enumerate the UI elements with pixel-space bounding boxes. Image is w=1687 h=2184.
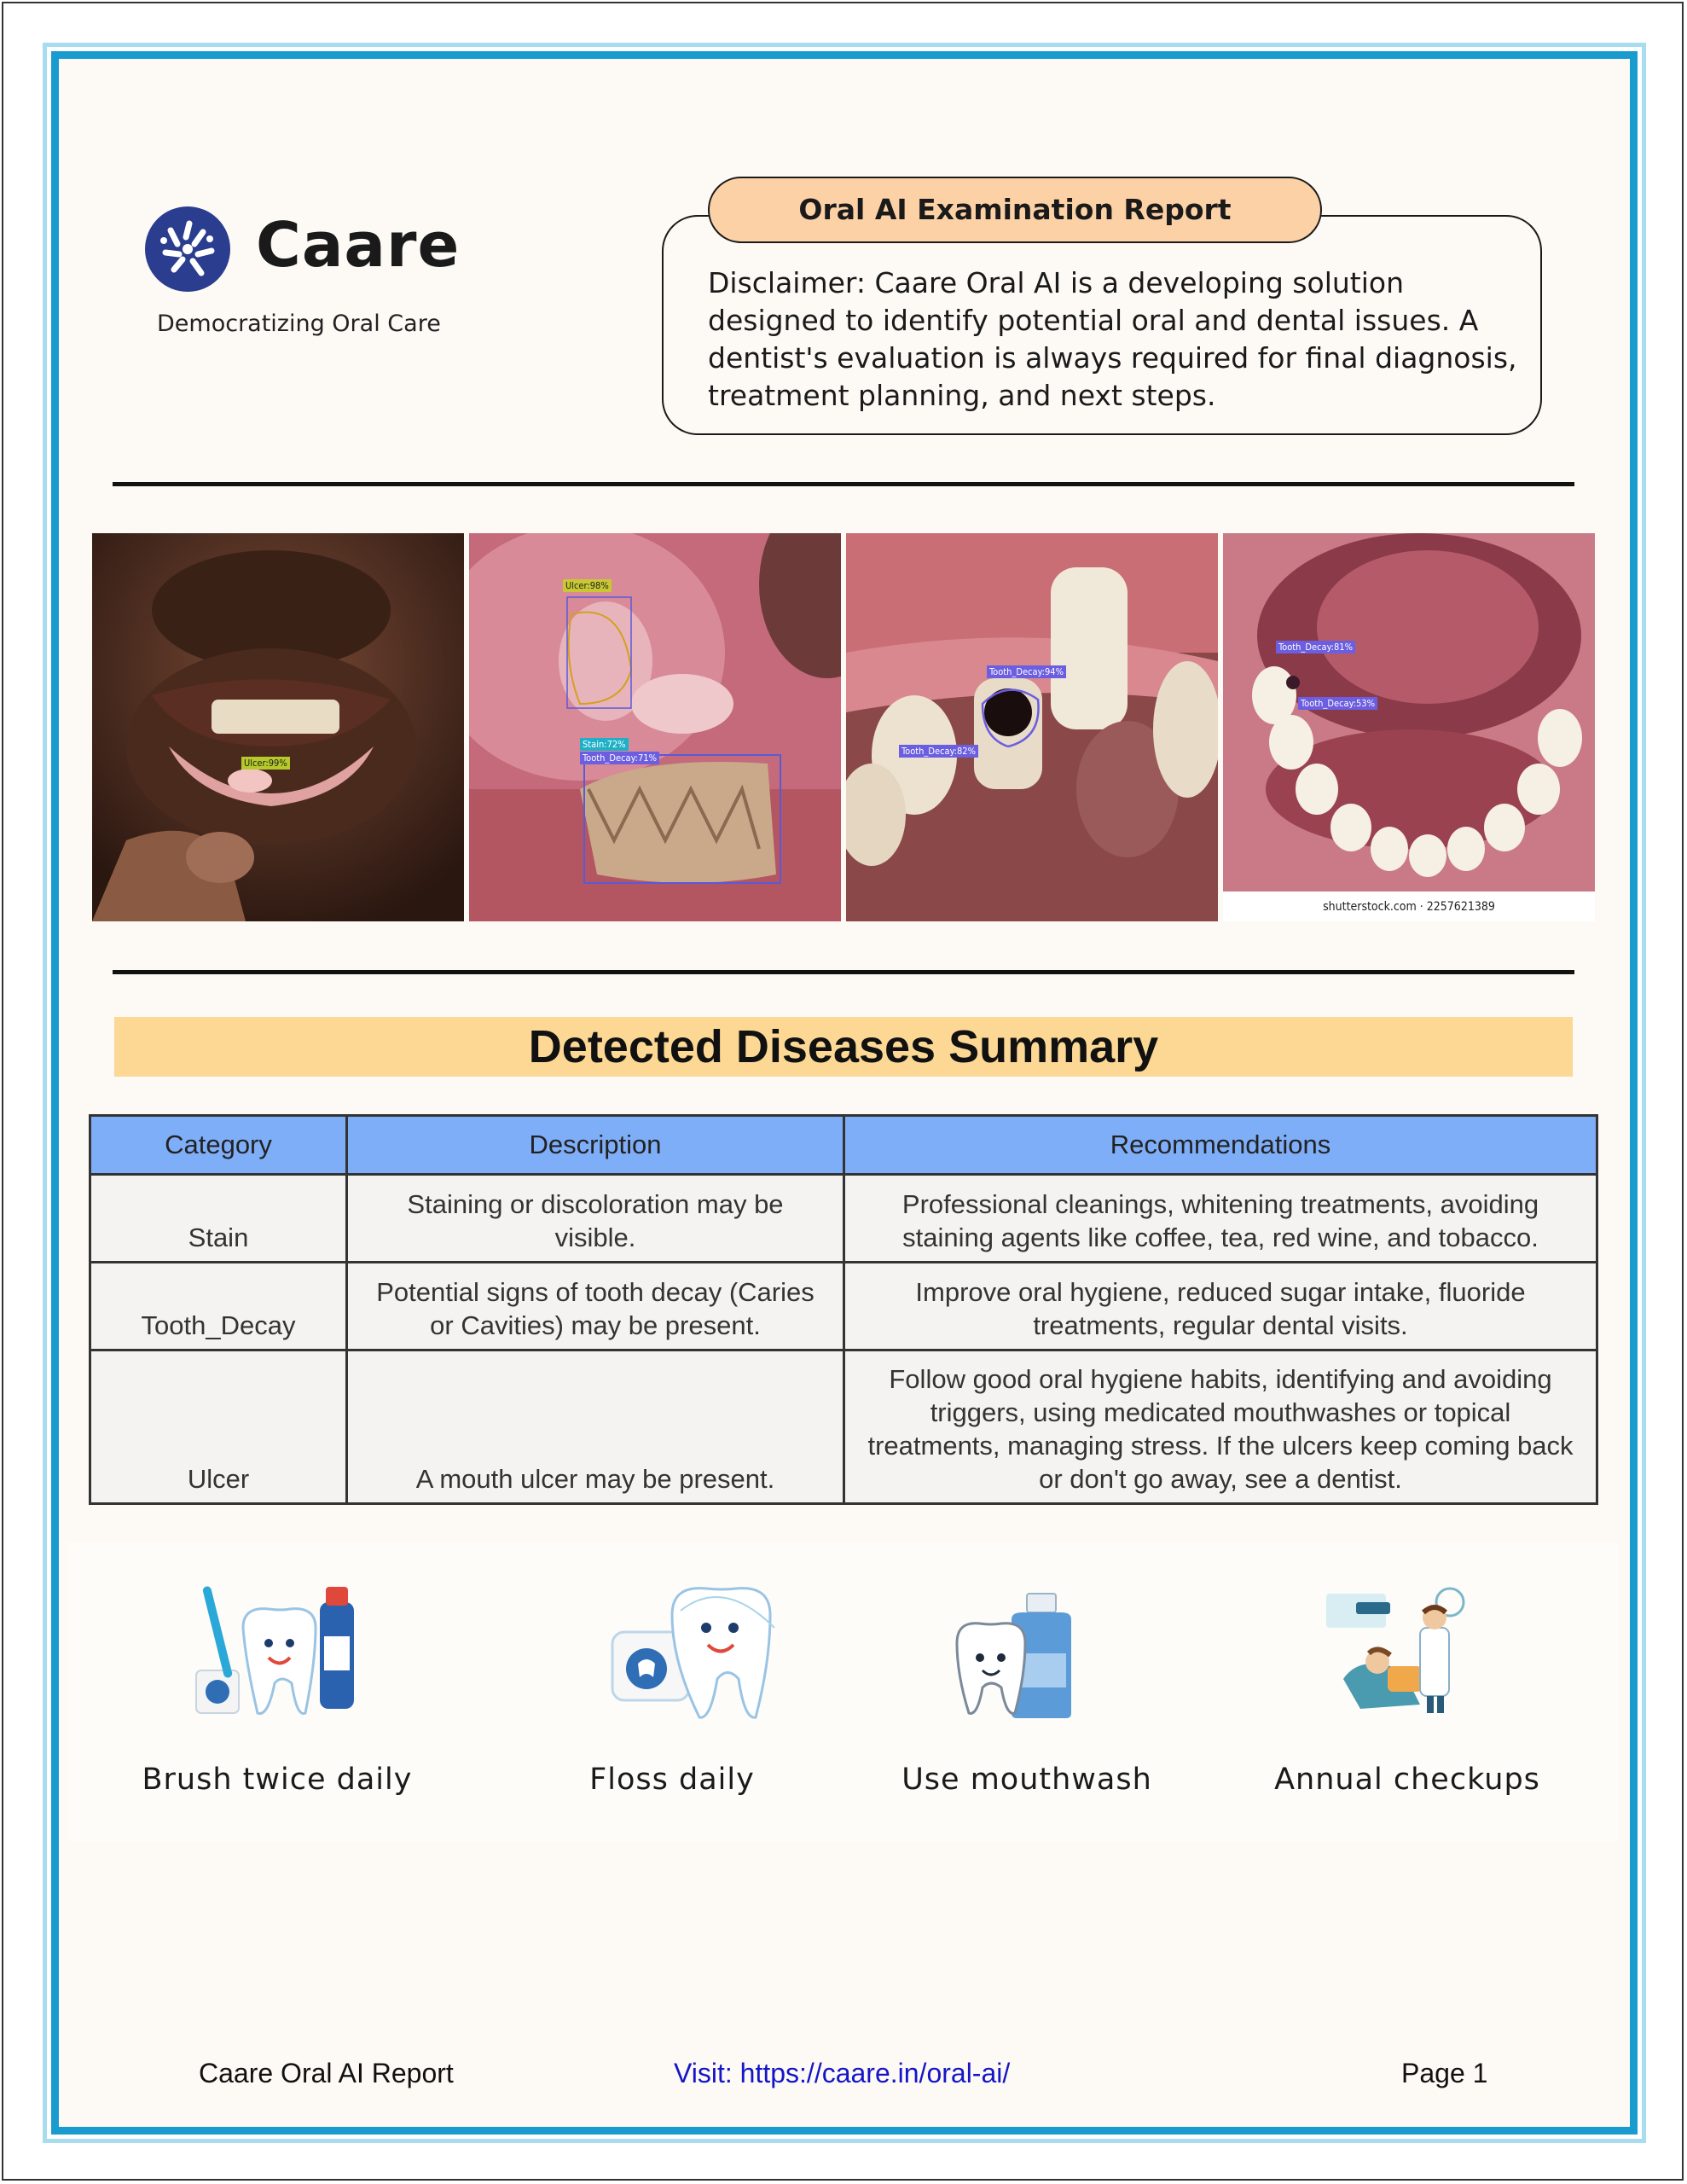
description-cell: Staining or discoloration may be visible. <box>347 1175 844 1263</box>
watermark-text: shutterstock.com · 2257621389 <box>1323 900 1495 914</box>
description-cell: A mouth ulcer may be present. <box>347 1350 844 1504</box>
category-cell: Stain <box>90 1175 347 1263</box>
divider-top <box>113 482 1574 486</box>
caare-logo-icon <box>145 206 230 292</box>
brand-tagline: Democratizing Oral Care <box>157 311 441 337</box>
detection-label: Ulcer:98% <box>563 579 612 592</box>
detection-label: Ulcer:99% <box>241 757 290 770</box>
summary-title: Detected Diseases Summary <box>114 1017 1573 1077</box>
tip-brush <box>107 1577 448 1797</box>
tip-mouthwash <box>856 1577 1197 1797</box>
category-cell: Tooth_Decay <box>90 1263 347 1350</box>
column-header-recommendations: Recommendations <box>844 1116 1597 1175</box>
tip-checkup <box>1237 1577 1578 1797</box>
category-cell: Ulcer <box>90 1350 347 1504</box>
brand-name: Caare <box>256 209 461 281</box>
table-row <box>90 1175 1597 1263</box>
detection-label: Tooth_Decay:71% <box>580 752 659 764</box>
table-row <box>90 1263 1597 1350</box>
mouthwash-icon <box>942 1577 1112 1722</box>
report-title: Oral AI Examination Report <box>708 177 1322 243</box>
disclaimer-box <box>662 215 1542 435</box>
lower-jaw-decay-photo <box>1223 533 1595 921</box>
dentist-checkup-icon <box>1309 1577 1505 1722</box>
front-teeth-decay-photo <box>846 533 1218 921</box>
column-header-description: Description <box>347 1116 844 1175</box>
tip-label: Use mouthwash <box>901 1763 1152 1797</box>
divider-middle <box>113 970 1574 974</box>
detection-label: Stain:72% <box>580 738 629 751</box>
disclaimer-text: Disclaimer: Caare Oral AI is a developing solution designed to identify potential oral and dental issues. A dentist's evaluation is always required for final diagnosis, treatment planning, and next steps. <box>708 266 1517 412</box>
recommendation-cell: Follow good oral hygiene habits, identifying and avoiding triggers, using medicated mouthwashes or topical treatments, managing stress. If the ulcers keep coming back or don't go away, see a dentist. <box>844 1350 1597 1504</box>
detection-label: Tooth_Decay:82% <box>899 745 978 758</box>
recommendation-cell: Professional cleanings, whitening treatments, avoiding staining agents like coffee, tea, red wine, and tobacco. <box>844 1175 1597 1263</box>
floss-icon <box>553 1577 791 1722</box>
tip-label: Floss daily <box>589 1763 755 1797</box>
table-row <box>90 1350 1597 1504</box>
detection-label: Tooth_Decay:81% <box>1276 641 1355 653</box>
detection-label: Tooth_Decay:94% <box>987 665 1066 678</box>
table-header-row <box>90 1116 1597 1175</box>
detection-label: Tooth_Decay:53% <box>1298 697 1377 710</box>
toothbrush-icon <box>179 1577 375 1722</box>
diseases-table <box>89 1114 1598 1505</box>
footer-page-number: Page 1 <box>1401 2058 1488 2088</box>
cheek-ulcer-photo <box>469 533 841 921</box>
footer-website-link[interactable]: Visit: https://caare.in/oral-ai/ <box>674 2058 1011 2088</box>
tip-label: Brush twice daily <box>142 1763 413 1797</box>
column-header-category: Category <box>90 1116 347 1175</box>
tip-floss <box>501 1577 843 1797</box>
footer-report-name: Caare Oral AI Report <box>199 2058 454 2088</box>
recommendation-cell: Improve oral hygiene, reduced sugar intake, fluoride treatments, regular dental visits. <box>844 1263 1597 1350</box>
tip-label: Annual checkups <box>1274 1763 1540 1797</box>
lip-ulcer-photo <box>92 533 464 921</box>
description-cell: Potential signs of tooth decay (Caries or Cavities) may be present. <box>347 1263 844 1350</box>
